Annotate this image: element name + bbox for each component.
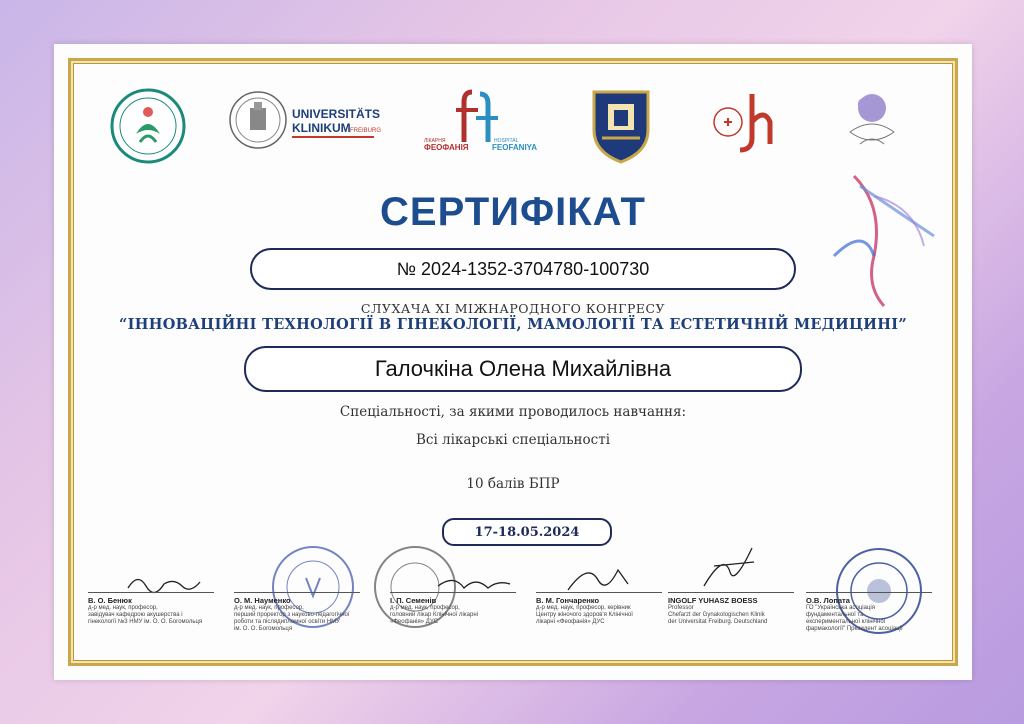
signatory-name: І. П. Семенів [390,596,437,605]
signatory-name: О. М. Науменко [234,596,291,605]
congress-title: “ІННОВАЦІЙНІ ТЕХНОЛОГІЇ В ГІНЕКОЛОГІЇ, МАМОЛОГІЇ ТА ЕСТЕТИЧНІЙ МЕДИЦИНІ” [118,316,908,333]
feofania-hospital-logo [420,86,540,160]
participant-name: Галочкіна Олена Михайлівна [244,346,802,392]
klinikum-line1: UNIVERSITÄTS [292,107,381,121]
signatory-name: В. О. Бенюк [88,596,132,605]
uniklinik-freiburg-logo [226,86,382,160]
signatory-3: І. П. Семенів д-р мед. наук, професор, головний лікар Клінічної лікарні «Феофанія» ДУС [390,592,516,626]
signatory-name: О.В. Лопата [806,596,850,605]
university-coat-of-arms-logo [586,86,656,160]
specialties-label: Спеціальності, за якими проводилось навчання: [339,404,687,420]
signatory-6: О.В. Лопата ГО "Українська асоціація фундаментальної та експериментальної клінічної фармакології" Президент асоціації [806,592,932,633]
specialties-value: Всі лікарські спеціальності [415,432,611,448]
signatory-4: В. М. Гончаренко д-р мед. наук, професор, керівник Центру жіночого здоров'я Клінічної лікарні «Феофанія» ДУС [536,592,662,626]
gynecology-association-logo [108,86,188,160]
signatory-5: INGOLF YUHASZ BOESS Professor Chefarzt der Gynakologischen Klinik der Universitat Freiburg. Deutschland [668,592,794,626]
signatory-1: В. О. Бенюк д-р мед. наук, професор, завідувач кафедрою акушерства і гінекології №3 НМУ ім. О. О. Богомольця [88,592,214,626]
feofania-left1: ЛІКАРНЯ [424,138,446,144]
st-josefs-hospital-logo [710,86,780,160]
signature-boess [694,542,764,592]
certificate-sheet [54,44,972,680]
signatory-2: О. М. Науменко д-р мед. наук, професор, перший проректор з науково-педагогічної роботи та післядипломної освіти НМУ ім. О. О. Богомольця [234,592,360,633]
certificate-number: № 2024-1352-3704780-100730 [250,248,796,290]
klinikum-line2: KLINIKUM [292,121,351,135]
feofania-right2: FEOFANIYA [492,143,538,152]
feofania-right1: HOSPITAL [494,138,519,144]
floral-emblem-logo [840,86,904,160]
signature-honcharenko [558,560,638,596]
feofania-left2: ФЕОФАНІЯ [424,143,469,152]
klinikum-city: FREIBURG [350,128,382,134]
signatory-name: INGOLF YUHASZ BOESS [668,596,758,605]
congress-subtitle: СЛУХАЧА ХІ МІЖНАРОДНОГО КОНГРЕСУ [360,301,666,316]
signatory-name: В. М. Гончаренко [536,596,600,605]
event-dates: 17-18.05.2024 [442,518,612,546]
points: 10 балів БПР [466,476,560,492]
certificate-title: СЕРТИФІКАТ [380,190,646,234]
